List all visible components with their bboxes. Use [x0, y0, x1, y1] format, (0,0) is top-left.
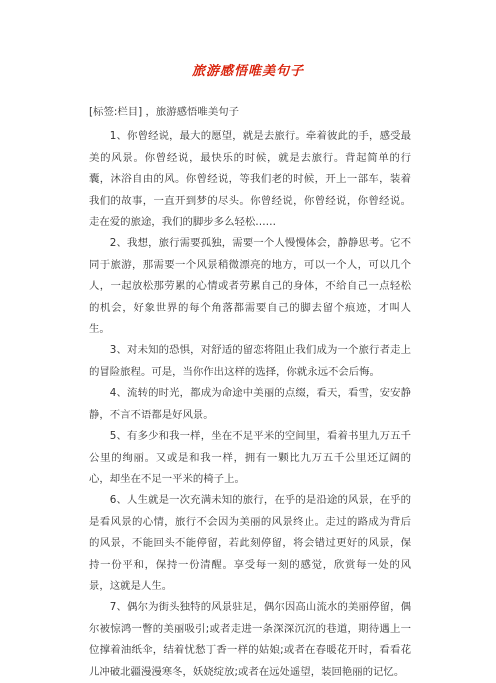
article-body [89, 102, 411, 683]
page-title: 旅游感悟唯美句子 [191, 64, 304, 79]
paragraph-3: 3、对未知的恐惧，对舒适的留恋将阻止我们成为一个旅行者走上的冒险旅程。可是，当你作出这样的选择，你就永远不会后悔。 [89, 344, 411, 378]
paragraph-6: 6、人生就是一次充满未知的旅行，在乎的是沿途的风景，在乎的是看风景的心情，旅行不会因为美丽的风景终止。走过的路成为背后的风景，不能回头不能停留，若此刻停留，将会错过更好的风景，保持一份平和，保持一份清醒。享受每一刻的感觉，欣赏每一处的风景，这就是人生。 [89, 494, 411, 592]
paragraph-4: 4、流转的时光，都成为命途中美丽的点缀，看天，看雪，安安静静，不言不语都是好风景。 [89, 387, 411, 421]
tag-line: [标签:栏目] ，旅游感悟唯美句子 [89, 106, 239, 118]
paragraph-7: 7、偶尔为街头独特的风景驻足，偶尔因高山流水的美丽停留，偶尔被惊鸿一瞥的美丽吸引;或者走进一条深深沉沉的巷道，期待遇上一位撑着油纸伞，结着忧愁丁香一样的姑娘;或者在春暖花开时，看看花儿冲破北疆漫漫寒冬，妖娆绽放;或者在远处遥望，装回艳丽的记忆。 [89, 601, 411, 678]
paragraph-1: 1、你曾经说，最大的愿望，就是去旅行。牵着彼此的手，感受最美的风景。你曾经说，最快乐的时候，就是去旅行。背起简单的行囊，沐浴自由的风。你曾经说，等我们老的时候，开上一部车，装着我们的故事，一直开到梦的尽头。你曾经说，你曾经说，你曾经说。走在爱的旅途，我们的脚步多么轻松…… [89, 130, 411, 229]
paragraph-5: 5、有多少和我一样，坐在不足平米的空间里，看着书里九万五千公里的绚丽。又或是和我一样，拥有一颗比九万五千公里还辽阔的心，却坐在不足一平米的椅子上。 [89, 430, 411, 485]
paragraph-2: 2、我想，旅行需要孤独，需要一个人慢慢体会，静静思考。它不同于旅游，那需要一个风景稍微漂亮的地方，可以一个人，可以几个人，一起放松那劳累的心情或者劳累自己的身体，不给自己一点轻松的机会，好象世界的每个角落都需要自己的脚去留个痕迹，才叫人生。 [89, 237, 411, 336]
